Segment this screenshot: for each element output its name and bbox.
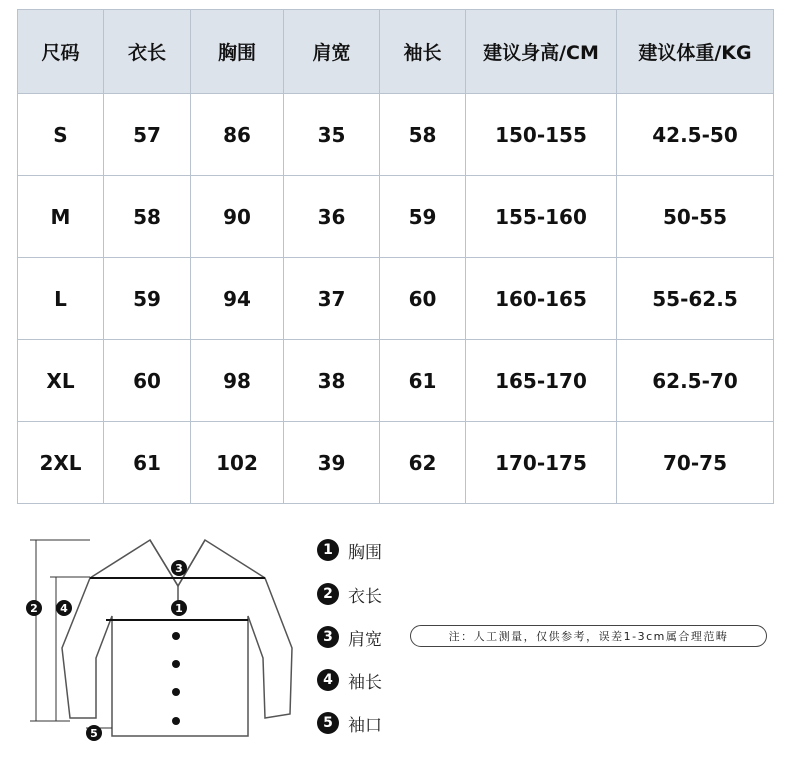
table-row (18, 340, 774, 422)
measurement-note: 注：人工测量，仅供参考，误差1-3cm属合理范畴 (410, 625, 767, 647)
table-cell: 155-160 (466, 176, 617, 258)
number-4-icon: 4 (317, 669, 339, 691)
table-cell: 55-62.5 (617, 258, 774, 340)
marker-length (26, 600, 42, 616)
size-chart-table (17, 9, 774, 504)
table-cell: 170-175 (466, 422, 617, 504)
table-cell: 35 (284, 94, 380, 176)
table-cell: 62.5-70 (617, 340, 774, 422)
legend-item-cuff (317, 711, 407, 735)
table-cell: L (18, 258, 104, 340)
header-chest: 胸围 (191, 10, 284, 94)
legend-label: 袖口 (348, 715, 382, 736)
table-cell: 42.5-50 (617, 94, 774, 176)
table-cell: 61 (380, 340, 466, 422)
header-shoulder: 肩宽 (284, 10, 380, 94)
garment-diagram (20, 528, 300, 748)
legend-item-shoulder (317, 625, 407, 649)
table-row (18, 94, 774, 176)
legend-label: 袖长 (348, 672, 382, 693)
header-size: 尺码 (18, 10, 104, 94)
table-row (18, 422, 774, 504)
legend-item-chest (317, 538, 407, 562)
table-cell: 39 (284, 422, 380, 504)
legend-item-sleeve (317, 668, 407, 692)
table-cell: 58 (104, 176, 191, 258)
table-cell: 150-155 (466, 94, 617, 176)
marker-sleeve (56, 600, 72, 616)
table-cell: 102 (191, 422, 284, 504)
legend-label: 衣长 (348, 586, 382, 607)
number-1-icon: 1 (317, 539, 339, 561)
table-cell: 165-170 (466, 340, 617, 422)
legend-label: 肩宽 (348, 629, 382, 650)
table-cell: 38 (284, 340, 380, 422)
marker-cuff (86, 725, 102, 741)
table-cell: XL (18, 340, 104, 422)
header-height: 建议身高/CM (466, 10, 617, 94)
table-cell: 70-75 (617, 422, 774, 504)
svg-text:5: 5 (90, 727, 98, 740)
table-cell: 62 (380, 422, 466, 504)
table-row (18, 176, 774, 258)
marker-shoulder (171, 560, 187, 576)
table-cell: 94 (191, 258, 284, 340)
table-cell: S (18, 94, 104, 176)
table-cell: 37 (284, 258, 380, 340)
legend-label: 胸围 (348, 542, 382, 563)
marker-chest (171, 600, 187, 616)
table-cell: 160-165 (466, 258, 617, 340)
table-cell: 58 (380, 94, 466, 176)
table-cell: 2XL (18, 422, 104, 504)
header-sleeve: 袖长 (380, 10, 466, 94)
table-header-row (18, 10, 774, 94)
table-cell: 60 (104, 340, 191, 422)
table-cell: 60 (380, 258, 466, 340)
table-cell: 59 (380, 176, 466, 258)
table-cell: 50-55 (617, 176, 774, 258)
button-dots (172, 632, 180, 725)
svg-text:1: 1 (175, 602, 183, 615)
number-3-icon: 3 (317, 626, 339, 648)
header-weight: 建议体重/KG (617, 10, 774, 94)
number-2-icon: 2 (317, 583, 339, 605)
svg-text:2: 2 (30, 602, 38, 615)
svg-text:4: 4 (60, 602, 68, 615)
table-cell: 57 (104, 94, 191, 176)
table-cell: M (18, 176, 104, 258)
legend-item-length (317, 582, 407, 606)
header-length: 衣长 (104, 10, 191, 94)
measure-lines (30, 540, 265, 728)
table-cell: 36 (284, 176, 380, 258)
table-cell: 59 (104, 258, 191, 340)
table-cell: 98 (191, 340, 284, 422)
number-5-icon: 5 (317, 712, 339, 734)
table-cell: 61 (104, 422, 191, 504)
table-cell: 90 (191, 176, 284, 258)
svg-text:3: 3 (175, 562, 183, 575)
table-cell: 86 (191, 94, 284, 176)
table-row (18, 258, 774, 340)
